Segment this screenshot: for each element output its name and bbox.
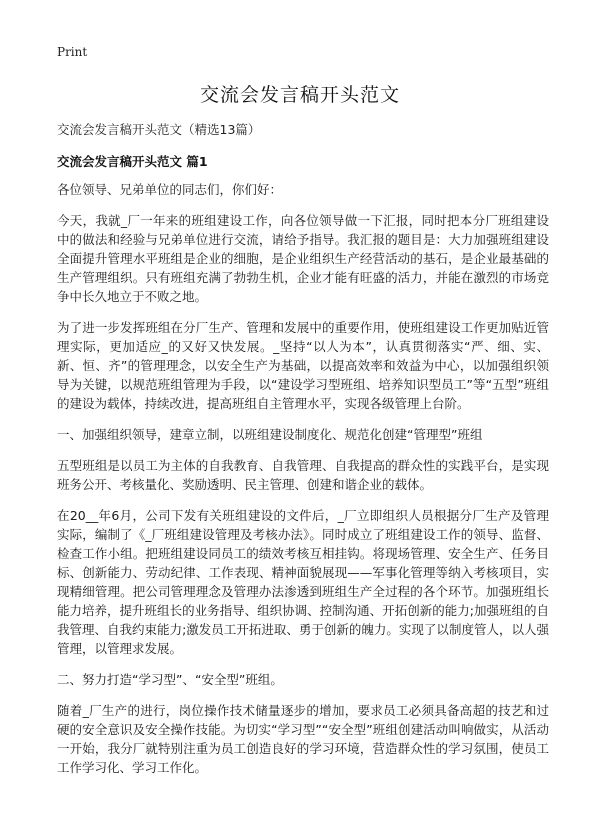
paragraph: 为了进一步发挥班组在分厂生产、管理和发展中的重要作用，使班组建设工作更加贴近管理实际，更加适应_的又好又快发展。_坚持“以人为本”，认真贯彻落实“严、细、实、新、恒、齐”的管理理念，以安全生产为基础，以提高效率和效益为中心，以加强组织领导为关键，以规范班组管理为手段，以“建设学习型班组、培养知识型员工”等“五型”班组的建设为载体，持续改进，提高班组自主管理水平，实现各级管理上台阶。 — [57, 320, 549, 411]
paragraph-greeting: 各位领导、兄弟单位的同志们，你们好： — [57, 182, 283, 197]
print-label[interactable]: Print — [57, 45, 88, 59]
document-subtitle: 交流会发言稿开头范文（精选13篇） — [57, 122, 261, 137]
paragraph: 五型班组是以员工为主体的自我教育、自我管理、自我提高的群众性的实践平台，是实现班务公开、考核量化、奖励透明、民主管理、创建和谐企业的载体。 — [57, 458, 549, 492]
document-body — [57, 180, 549, 789]
paragraph: 随着_厂生产的进行，岗位操作技术储量逐步的增加，要求员工必须具备高超的技艺和过硬的安全意识及安全操作技能。为切实“学习型”“安全型”班组创建活动叫响做实，从活动一开始，我分厂就特别注重为员工创造良好的学习环境，营造群众性的学习氛围，使员工工作学习化、学习工作化。 — [57, 703, 549, 775]
section-heading: 交流会发言稿开头范文 篇1 — [57, 154, 208, 169]
paragraph-section-heading: 二、努力打造“学习型”、“安全型”班组。 — [57, 672, 283, 687]
paragraph: 在20__年6月，公司下发有关班组建设的文件后，_厂立即组织人员根据分厂生产及管理实际，编制了《_厂班组建设管理及考核办法》。同时成立了班组建设工作的领导、监督、检查工作小组。把班组建设同员工的绩效考核互相挂钩。将现场管理、安全生产、任务目标、创新能力、劳动纪律、工作表现、精神面貌展现——军事化管理等纳入考核项目，实现精细管理。把公司管理理念及管理办法渗透到班组生产全过程的各个环节。加强班组长能力培养，提升班组长的业务指导、组织协调、控制沟通、开拓创新的能力;加强班组的自我管理、自我约束能力;激发员工开拓进取、勇于创新的魄力。实现了以制度管人，以人强管理，以管理求发展。 — [57, 508, 549, 656]
page-title: 交流会发言稿开头范文 — [199, 84, 400, 106]
paragraph-section-heading: 一、加强组织领导，建章立制，以班组建设制度化、规范化创建“管理型”班组 — [57, 427, 483, 442]
paragraph: 今天，我就_厂一年来的班组建设工作，向各位领导做一下汇报，同时把本分厂班组建设中的做法和经验与兄弟单位进行交流，请给予指导。我汇报的题目是：大力加强班组建设全面提升管理水平班组是企业的细胞，是企业组织生产经营活动的基石，是企业最基础的生产管理组织。只有班组充满了勃勃生机，企业才能有旺盛的活力，并能在激烈的市场竞争中长久地立于不败之地。 — [57, 213, 549, 304]
